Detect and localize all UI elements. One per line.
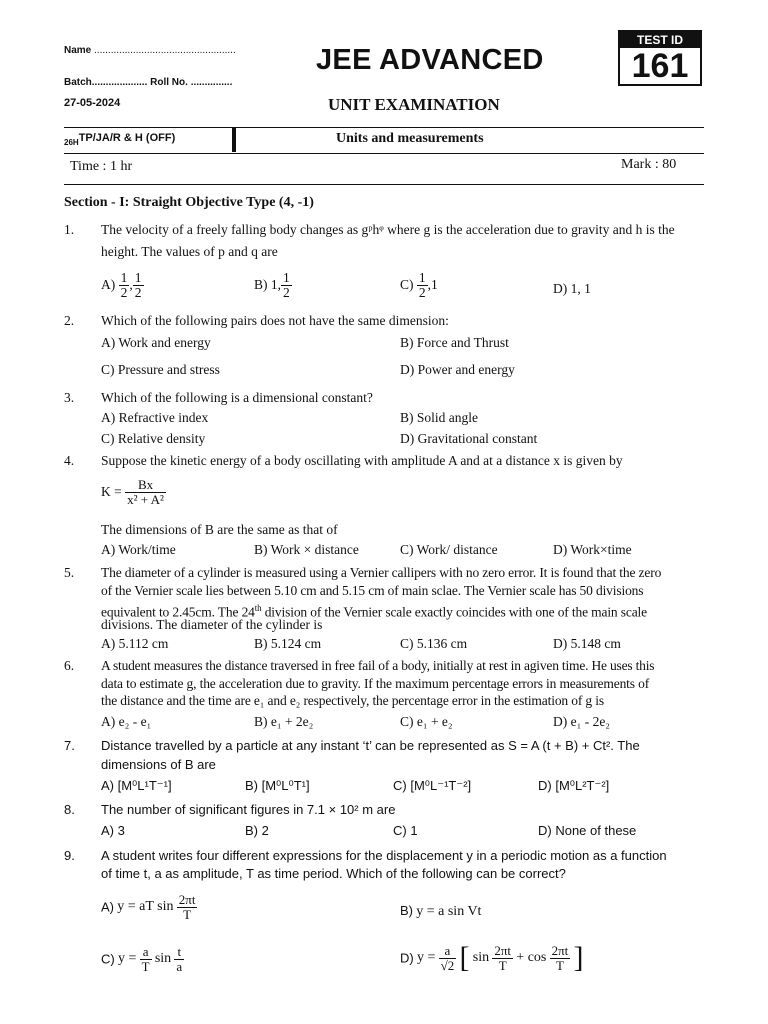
q9-c-frac2 (174, 945, 184, 973)
q8-number: 8. (64, 802, 75, 817)
q4-text-line2: The dimensions of B are the same as that of (101, 522, 338, 537)
frac-den: 2 (418, 285, 426, 301)
paper-code (64, 132, 176, 147)
q2-option-c[interactable]: C) Pressure and stress (101, 362, 220, 377)
header-rule-bottom (64, 184, 704, 185)
frac-den: T (555, 957, 564, 973)
q3-option-d[interactable]: D) Gravitational constant (400, 431, 538, 446)
frac-den: 2 (134, 285, 142, 301)
q7-text-line1: Distance travelled by a particle at any instant ‘t’ can be represented as S = A (t + B) + Ct². The (101, 738, 640, 753)
q9-c-sin: sin (154, 951, 172, 967)
roll-label: Roll No. ............... (150, 77, 233, 88)
header-rule-top (64, 127, 704, 128)
section-title: Section - I: Straight Objective Type (4, -1) (64, 195, 314, 210)
test-id-label: TEST ID (620, 32, 700, 48)
q5-l3b: division of the Vernier scale exactly coincides with one of the main scale (261, 604, 647, 620)
q6-option-b[interactable]: B) e₁ + 2e₂ (254, 714, 314, 729)
q7-option-b[interactable]: B) [M⁰L⁰T¹] (245, 778, 310, 793)
q8-option-a[interactable]: A) 3 (101, 823, 125, 838)
q1-number: 1. (64, 222, 75, 237)
q5-option-d[interactable]: D) 5.148 cm (553, 636, 621, 651)
q6-option-d[interactable]: D) e₁ - 2e₂ (553, 714, 611, 729)
q5-option-b[interactable]: B) 5.124 cm (254, 636, 322, 651)
frac-den: 2 (283, 285, 290, 301)
q9-option-c[interactable] (101, 945, 184, 973)
header-divider (232, 128, 236, 152)
q4-option-d[interactable]: D) Work×time (553, 542, 632, 557)
q4-k-eq: K = (101, 484, 122, 500)
q4-equation (101, 478, 166, 506)
q9-option-d[interactable] (400, 941, 584, 975)
q6-option-a[interactable]: A) e₂ - e₁ (101, 714, 152, 729)
batch-label: Batch.................... (64, 77, 148, 88)
batch-roll-field (64, 77, 232, 88)
q4-option-c[interactable]: C) Work/ distance (400, 542, 498, 557)
frac-den: 2 (120, 285, 128, 301)
q9-d-frac (439, 944, 457, 972)
frac-num: 2πt (494, 942, 512, 958)
q1-text-b: where g is the acceleration due to gravity and h is the (383, 222, 675, 237)
frac-num: 1 (418, 270, 426, 285)
q8-option-d[interactable]: D) None of these (538, 823, 637, 838)
q9-text-line1: A student writes four different expressions for the displacement y in a periodic motion as a function (101, 848, 667, 863)
name-label: Name (64, 45, 92, 56)
q7-text-line2: dimensions of B are (101, 757, 216, 772)
name-dots: ................................................... (94, 45, 236, 56)
q7-option-d[interactable]: D) [M⁰L²T⁻²] (538, 778, 610, 793)
paper-code-prefix: 26H (64, 138, 79, 147)
q2-number: 2. (64, 313, 75, 328)
frac-den: T (183, 906, 192, 922)
q9-d-plus-cos: + cos (516, 950, 547, 965)
q1-text-line2: height. The values of p and q are (101, 244, 278, 259)
q4-option-b[interactable]: B) Work × distance (254, 542, 359, 557)
q4-frac-num: Bx (125, 478, 166, 493)
q4-frac-den: x² + A² (127, 491, 164, 507)
marks-info: Mark : 80 (621, 157, 677, 172)
exam-subtitle: UNIT EXAMINATION (328, 95, 500, 114)
frac-num: 1 (283, 270, 290, 285)
q9-d-label: D) (400, 950, 414, 966)
q5-text-line1: The diameter of a cylinder is measured using a Vernier callipers with no zero error. It is found that the zero (101, 565, 662, 580)
q6-option-c[interactable]: C) e₁ + e₂ (400, 714, 453, 729)
q6-text-line2: data to estimate g, the acceleration due to gravity. If the maximum percentage errors in measurements of (101, 676, 650, 691)
q9-d-frac1 (492, 944, 513, 972)
q2-option-a[interactable]: A) Work and energy (101, 335, 211, 350)
q5-l3sup: th (254, 603, 262, 613)
q1-c-frac (417, 271, 428, 300)
q6-text-line1: A student measures the distance traversed in free fail of a body, initially at rest in agiven time. He uses this (101, 658, 655, 673)
q9-c-expr: y = (117, 951, 137, 967)
header-rule-mid (64, 153, 704, 154)
q9-option-a[interactable] (101, 893, 197, 921)
time-info: Time : 1 hr (70, 159, 133, 174)
q9-c-label: C) (101, 951, 115, 967)
q1-option-b[interactable] (254, 271, 292, 300)
q9-c-frac1 (140, 945, 152, 973)
q9-b-expr: y = a sin Vt (416, 904, 482, 919)
frac-num: 1 (120, 270, 128, 285)
q4-option-a[interactable]: A) Work/time (101, 542, 176, 557)
q9-d-frac2 (550, 944, 571, 972)
q8-text: The number of significant figures in 7.1 × 10² m are (101, 802, 396, 817)
q5-number: 5. (64, 565, 75, 580)
q5-l3a: equivalent to 2.45cm. The 24 (101, 604, 255, 620)
q1-expression: gᵖhᵠ (361, 222, 384, 237)
q9-text-line2: of time t, a as amplitude, T as time period. Which of the following can be correct? (101, 866, 566, 881)
q4-frac (125, 478, 166, 506)
q1-option-d[interactable]: D) 1, 1 (553, 281, 591, 296)
test-id-value: 161 (631, 47, 689, 85)
q8-option-b[interactable]: B) 2 (245, 823, 269, 838)
q7-option-c[interactable]: C) [M⁰L⁻¹T⁻²] (393, 778, 472, 793)
q1-b-label: B) 1, (254, 276, 281, 292)
q1-text (101, 221, 675, 239)
q9-a-label: A) (101, 899, 114, 915)
q1-b-frac (281, 271, 292, 300)
q2-option-d[interactable]: D) Power and energy (400, 362, 515, 377)
q8-option-c[interactable]: C) 1 (393, 823, 418, 838)
frac-num: a (140, 945, 152, 960)
q1-option-a[interactable] (101, 271, 144, 300)
q2-text: Which of the following pairs does not have the same dimension: (101, 313, 449, 328)
frac-den: a (176, 958, 183, 974)
q1-a-label: A) (101, 276, 116, 292)
q5-option-a[interactable]: A) 5.112 cm (101, 636, 169, 651)
q3-text: Which of the following is a dimensional constant? (101, 390, 373, 405)
exam-date: 27-05-2024 (64, 97, 121, 109)
q9-d-right-bracket: ] (573, 941, 584, 974)
q9-d-left-bracket: [ (459, 941, 470, 974)
frac-den: T (498, 957, 507, 973)
test-id-box (618, 30, 702, 86)
topic-title: Units and measurements (336, 131, 484, 146)
comma: , (129, 276, 133, 292)
q3-option-c[interactable]: C) Relative density (101, 431, 206, 446)
q7-option-a[interactable]: A) [M⁰L¹T⁻¹] (101, 778, 172, 793)
frac-num: a (439, 944, 457, 959)
q4-text: Suppose the kinetic energy of a body oscillating with amplitude A and at a distance x is given by (101, 453, 623, 468)
q2-option-b[interactable]: B) Force and Thrust (400, 335, 509, 350)
paper-code-text: TP/JA/R & H (OFF) (78, 132, 176, 144)
q6-text-line3: the distance and the time are e₁ and e₂ respectively, the percentage error in the estimation of g is (101, 693, 604, 708)
q1-a-frac1 (119, 270, 133, 301)
q1-c-tail: ,1 (427, 276, 438, 292)
q1-text-a: The velocity of a freely falling body changes as (101, 222, 362, 237)
name-field (64, 45, 236, 56)
q5-text-line2: of the Vernier scale lies between 5.10 cm and 5.15 cm of main sclae. The Vernier scale has 50 divisions (101, 583, 644, 598)
frac-num: 2πt (551, 942, 569, 958)
q9-d-expr: y = (416, 950, 436, 965)
q1-c-label: C) (400, 276, 414, 292)
q3-number: 3. (64, 390, 75, 405)
q1-a-frac2 (133, 271, 144, 300)
exam-title: JEE ADVANCED (316, 44, 544, 76)
q3-option-b[interactable]: B) Solid angle (400, 410, 478, 425)
frac-den: √2 (440, 957, 455, 973)
q6-number: 6. (64, 658, 75, 673)
q3-option-a[interactable]: A) Refractive index (101, 410, 209, 425)
q9-a-frac (177, 893, 198, 921)
q9-d-sin: sin (472, 950, 490, 965)
q4-number: 4. (64, 453, 75, 468)
q9-option-b[interactable] (400, 903, 481, 920)
frac-den: T (141, 958, 150, 974)
frac-num: t (174, 945, 184, 960)
q9-a-expr: y = aT sin (117, 899, 174, 915)
q9-b-label: B) (400, 903, 413, 918)
frac-num: 2πt (178, 892, 196, 907)
frac-num: 1 (134, 270, 142, 285)
q9-number: 9. (64, 848, 75, 863)
q1-option-c[interactable] (400, 271, 438, 300)
q7-number: 7. (64, 738, 75, 753)
q5-option-c[interactable]: C) 5.136 cm (400, 636, 468, 651)
q5-text-line4: divisions. The diameter of the cylinder is (101, 617, 323, 632)
